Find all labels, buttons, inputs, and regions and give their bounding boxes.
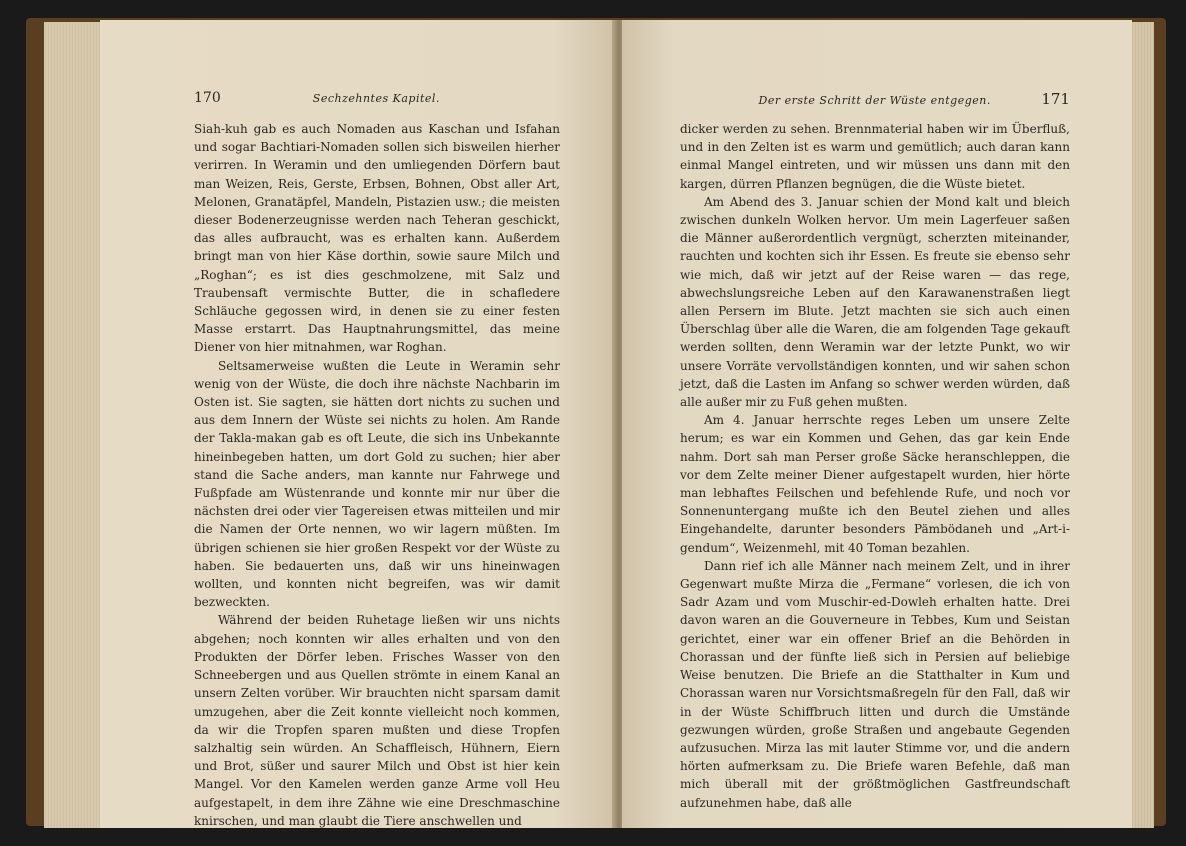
paragraph: dicker werden zu sehen. Brennmaterial haben wir im Überfluß, und in den Zelten ist es warm und gemütlich; auch daran kann einmal Mangel eintreten, und wir müssen uns dann mit den kargen, dürren Pflanzen begnügen, die die Wüste bietet. bbox=[680, 122, 1070, 191]
running-head: Sechzehntes Kapitel. bbox=[312, 92, 440, 105]
paragraph: Während der beiden Ruhetage ließen wir uns nichts abgehen; noch konnten wir alles erhalten und von den Produkten der Dörfer leben. Frisches Wasser von den Schneebergen und aus Quellen strömte in einem Kanal an unsern Zelten vorüber. Wir brauchten nicht sparsam damit umzugehen, aber die Zeit konnte vielleicht noch kommen, da wir die Tropfen sparen mußten und diese Tropfen salzhaltig sein würden. An Schaffleisch, Hühnern, Eiern und Brot, süßer und saurer Milch und Obst ist hier kein Mangel. Vor den Kamelen werden ganze Arme voll Heu aufgestapelt, in dem ihre Zähne wie eine Dreschmaschine knirschen, und man glaubt die Tiere anschwellen und bbox=[194, 613, 560, 828]
paragraph: Dann rief ich alle Männer nach meinem Zelt, und in ihrer Gegenwart mußte Mirza die „Fermane“ vorlesen, die ich von Sadr Azam und vom Muschir-ed-Dowleh erhalten hatte. Drei davon waren an die Gouverneure in Tebbes, Kum und Seistan gerichtet, einer war ein offener Brief an die Behörden in Chorassan und der fünfte ließ sich in Persien auf beliebige Weise benutzen. Die Briefe an die Statthalter in Kum und Chorassan waren nur Vorsichtsmaßregeln für den Fall, daß wir in der Wüste Schiffbruch litten und durch die Umstände gezwungen würden, große Straßen und angebaute Gegenden aufzusuchen. Mirza las mit lauter Stimme vor, und die andern hörten aufmerksam zu. Die Briefe waren Befehle, daß man mich überall mit der größtmöglichen Gastfreundschaft aufzunehmen habe, daß alle bbox=[680, 558, 1070, 810]
right-page-body bbox=[680, 120, 1070, 812]
running-head: Der erste Schritt der Wüste entgegen. bbox=[758, 94, 991, 107]
page-number: 171 bbox=[1041, 90, 1070, 108]
paragraph: Am 4. Januar herrschte reges Leben um unsere Zelte herum; es war ein Kommen und Gehen, das gar kein Ende nahm. Dort sah man Perser große Säcke heranschleppen, die vor dem Zelte meiner Diener aufgestapelt wurden, hier hörte man lebhaftes Feilschen und befehlende Rufe, und noch vor Sonnenuntergang mußte ich den Beutel ziehen und alles Eingehandelte, darunter besonders Pämbödaneh und „Art-i-gendum“, Weizenmehl, mit 40 Toman bezahlen. bbox=[680, 413, 1070, 555]
paragraph: Am Abend des 3. Januar schien der Mond kalt und bleich zwischen dunkeln Wolken hervor. Um mein Lagerfeuer saßen die Männer außerordentlich vergnügt, scherzten miteinander, rauchten und kochten sich ihr Essen. Es freute sie ebenso sehr wie mich, daß wir jetzt auf der Reise waren — das rege, abwechslungsreiche Leben auf den Karawanenstraßen liegt allen Persern im Blute. Jetzt machten sie sich auch einen Überschlag über alle die Waren, die am folgenden Tage gekauft werden sollten, denn Weramin war der letzte Punkt, wo wir unsere Vorräte vervollständigen konnten, und wir sahen schon jetzt, daß die Lasten im Anfang so schwer werden würden, daß alle außer mir zu Fuß gehen mußten. bbox=[680, 194, 1070, 410]
paragraph: Seltsamerweise wußten die Leute in Weramin sehr wenig von der Wüste, die doch ihre nächste Nachbarin im Osten ist. Sie sagten, sie hätten dort nichts zu suchen und aus dem Innern der Wüste sei nichts zu holen. Am Rande der Takla-makan gab es oft Leute, die sich ins Unbekannte hineinbegeben hatten, um dort Gold zu suchen; hier aber stand die Sache anders, man kannte nur Fahrwege und Fußpfade am Wüstenrande und konnte mir nur über die nächsten drei oder vier Tagereisen etwas mitteilen und mir die Namen der Orte nennen, wo wir lagern müßten. Im übrigen schienen sie hier großen Respekt vor der Wüste zu haben. Sie bedauerten uns, daß wir uns hineinwagen wollten, und konnten nicht begreifen, was wir damit bezweckten. bbox=[194, 358, 560, 610]
left-page-body bbox=[194, 120, 560, 830]
paragraph: Siah-kuh gab es auch Nomaden aus Kaschan und Isfahan und sogar Bachtiari-Nomaden sollen sich bisweilen hierher verirren. In Weramin und den umliegenden Dörfern baut man Weizen, Reis, Gerste, Erbsen, Bohnen, Obst aller Art, Melonen, Granatäpfel, Mandeln, Pistazien usw.; die meisten dieser Bodenerzeugnisse werden nach Teheran geschickt, das alles aufbraucht, was es erhalten kann. Außerdem bringt man von hier Käse dorthin, sowie saure Milch und „Roghan“; es ist dies geschmolzene, mit Salz und Traubensaft vermischte Butter, die in schafledere Schläuche gegossen wird, in denen sie zu einer festen Masse erstarrt. Das Hauptnahrungsmittel, das meine Diener von hier mitnahmen, war Roghan. bbox=[194, 122, 560, 355]
left-page-header bbox=[194, 90, 560, 112]
right-page bbox=[622, 20, 1132, 828]
left-page bbox=[100, 20, 616, 828]
page-edges-left bbox=[44, 22, 104, 828]
page-number: 170 bbox=[194, 90, 221, 106]
right-page-header bbox=[680, 90, 1070, 112]
